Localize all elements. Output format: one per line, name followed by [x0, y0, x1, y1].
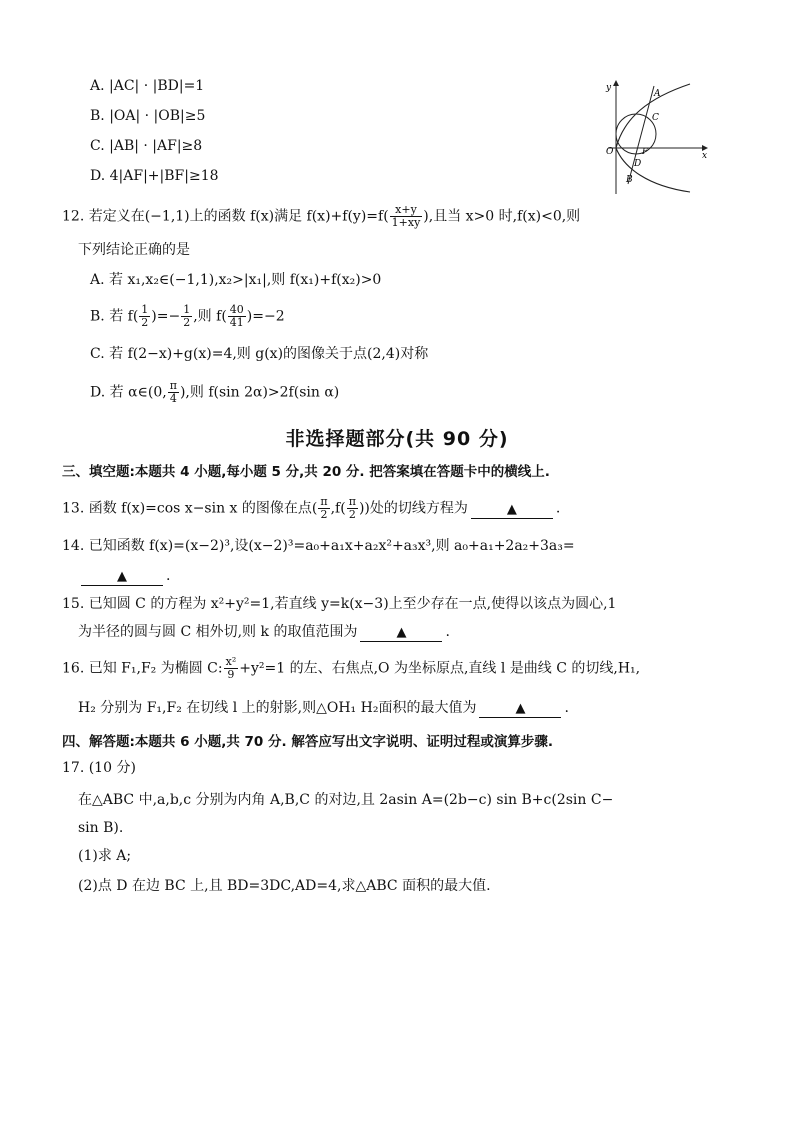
q12-b-frac2 — [181, 304, 192, 329]
x-axis-label: x — [702, 151, 708, 161]
frac-den: 2 — [183, 316, 191, 329]
part4-heading: 四、解答题:本题共 6 小题,共 70 分. 解答应写出文字说明、证明过程或演算步骤. — [62, 734, 553, 750]
point-c-label: C — [652, 113, 659, 123]
q13-end: . — [555, 500, 561, 517]
frac-den: 2 — [348, 508, 356, 521]
q15-line1: 15. 已知圆 C 的方程为 x²+y²=1,若直线 y=k(x−3)上至少存在一点,使得以该点为圆心,1 — [62, 596, 617, 612]
q12-stem-cont: 下列结论正确的是 — [78, 242, 190, 258]
point-f-label: F — [642, 147, 648, 156]
q11-option-d: D. 4|AF|+|BF|≥18 — [90, 168, 219, 184]
q12-d-frac — [168, 380, 179, 405]
q16-text1: 16. 已知 F₁,F₂ 为椭圆 C: — [62, 660, 223, 677]
q14-end: . — [166, 568, 171, 584]
q12-option-b — [90, 304, 285, 329]
q12-stem — [62, 204, 580, 229]
point-d-label: D — [634, 159, 642, 169]
q12-option-a: A. 若 x₁,x₂∈(−1,1),x₂>|x₁|,则 f(x₁)+f(x₂)>0 — [90, 272, 382, 288]
point-b-label: B — [626, 175, 633, 185]
frac-den: 41 — [229, 316, 244, 329]
q11-option-b: B. |OA| · |OB|≥5 — [90, 108, 206, 124]
q13-text2: ,f( — [330, 500, 346, 517]
frac-num: 1 — [183, 303, 191, 316]
q17-part2: (2)点 D 在边 BC 上,且 BD=3DC,AD=4,求△ABC 面积的最大值. — [78, 878, 491, 894]
y-axis-label: y — [606, 83, 612, 93]
point-a-label: A — [654, 89, 661, 99]
q12-d-text1: D. 若 α∈(0, — [90, 384, 167, 401]
q16-text2: +y²=1 的左、右焦点,O 为坐标原点,直线 l 是曲线 C 的切线,H₁, — [239, 660, 641, 677]
q16-line1 — [62, 656, 640, 681]
frac-den: 4 — [169, 392, 177, 405]
part3-heading: 三、填空题:本题共 4 小题,每小题 5 分,共 20 分. 把答案填在答题卡中的横线上. — [62, 464, 550, 480]
q12-frac-num: x+y — [390, 204, 423, 217]
frac-num: π — [320, 495, 328, 508]
q13-frac2 — [347, 496, 358, 521]
q14-blank-line — [78, 566, 170, 586]
q12-b-text1: B. 若 f( — [90, 308, 139, 325]
answer-blank[interactable]: ▲ — [479, 701, 561, 718]
q17-part1: (1)求 A; — [78, 848, 132, 864]
q15-line2 — [78, 622, 450, 642]
q17-line2: sin B). — [78, 820, 124, 836]
parabola-figure — [598, 78, 710, 196]
q16-text3: H₂ 分别为 F₁,F₂ 在切线 l 上的射影,则△OH₁ H₂面积的最大值为 — [78, 700, 477, 716]
frac-den: 9 — [227, 668, 235, 681]
q15-text2: 为半径的圆与圆 C 相外切,则 k 的取值范围为 — [78, 624, 358, 640]
q12-b-frac1 — [139, 304, 150, 329]
frac-num: x² — [225, 655, 237, 668]
frac-num: 40 — [229, 303, 244, 316]
q12-b-text2: )=− — [151, 308, 181, 325]
q12-option-d — [90, 380, 339, 405]
answer-blank[interactable]: ▲ — [81, 569, 163, 586]
answer-blank[interactable]: ▲ — [360, 625, 442, 642]
q11-option-c: C. |AB| · |AF|≥8 — [90, 138, 203, 154]
q13-frac1 — [318, 496, 329, 521]
q13 — [62, 496, 560, 521]
q11-option-a: A. |AC| · |BD|=1 — [90, 78, 205, 94]
frac-num: 1 — [141, 303, 149, 316]
q12-frac-den: 1+xy — [391, 216, 421, 229]
q15-end: . — [445, 624, 450, 640]
q14: 14. 已知函数 f(x)=(x−2)³,设(x−2)³=a₀+a₁x+a₂x²+a₃x³,则 a₀+a₁+2a₂+3a₃= — [62, 538, 575, 554]
q16-frac — [224, 656, 239, 681]
q16-line2 — [78, 698, 569, 718]
q12-stem-part-b: ),且当 x>0 时,f(x)<0,则 — [423, 208, 581, 225]
frac-num: π — [348, 495, 356, 508]
answer-blank[interactable]: ▲ — [471, 502, 553, 519]
q17-number: 17. (10 分) — [62, 760, 136, 776]
q13-text3: ))处的切线方程为 — [358, 500, 468, 517]
frac-num: π — [169, 379, 177, 392]
q12-stem-part-a: 12. 若定义在(−1,1)上的函数 f(x)满足 f(x)+f(y)=f( — [62, 208, 389, 225]
section-title: 非选择题部分(共 90 分) — [285, 428, 509, 450]
q12-b-frac3 — [228, 304, 246, 329]
q12-d-text2: ),则 f(sin 2α)>2f(sin α) — [179, 384, 340, 401]
q17-line1: 在△ABC 中,a,b,c 分别为内角 A,B,C 的对边,且 2asin A=(2b−c) sin B+c(2sin C− — [78, 792, 614, 808]
origin-label: O — [606, 147, 614, 157]
q13-text1: 13. 函数 f(x)=cos x−sin x 的图像在点( — [62, 500, 318, 517]
q12-option-c: C. 若 f(2−x)+g(x)=4,则 g(x)的图像关于点(2,4)对称 — [90, 346, 429, 362]
frac-den: 2 — [320, 508, 328, 521]
q12-fraction — [390, 204, 423, 229]
q12-b-text3: ,则 f( — [193, 308, 227, 325]
q16-end: . — [564, 700, 569, 716]
q12-b-text4: )=−2 — [246, 308, 285, 325]
frac-den: 2 — [141, 316, 149, 329]
